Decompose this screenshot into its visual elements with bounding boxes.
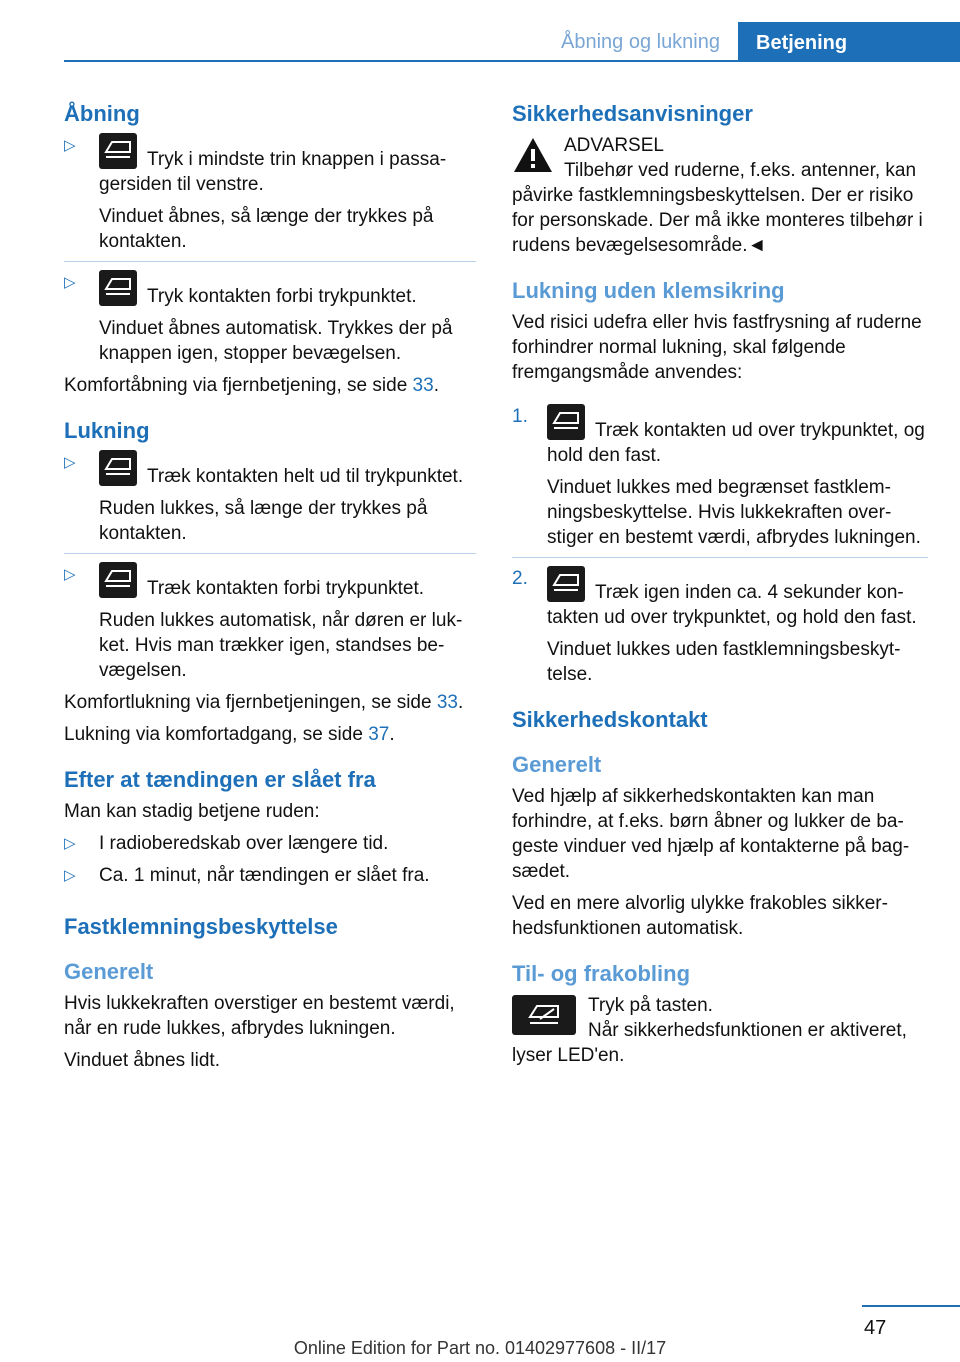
triangle-bullet-icon: ▷	[64, 867, 76, 884]
header-rule	[64, 60, 960, 62]
safety-switch-text: Ved en mere alvorlig ulykke frakobles sikkerhedsfunktionen automatisk.	[512, 893, 888, 939]
warning-triangle-icon	[512, 135, 554, 175]
warning-label: ADVARSEL	[564, 135, 664, 156]
protection-text: Hvis lukkekraften overstiger en bestemt værdi, når en rude lukkes, afbrydes lukningen.	[64, 993, 455, 1039]
list-item	[64, 133, 476, 254]
list-item	[64, 831, 476, 856]
list-item	[64, 562, 476, 683]
warning-block	[512, 133, 928, 258]
window-switch-icon	[99, 133, 137, 169]
numbered-step	[512, 566, 928, 687]
safety-switch-icon	[512, 995, 576, 1035]
footer-rule	[862, 1305, 960, 1307]
page-link[interactable]: 37	[368, 724, 390, 745]
heading-ignition-off: Efter at tændingen er slået fra	[64, 767, 376, 792]
list-item-subtext: Ruden lukkes, så længe der trykkes på kontakten.	[99, 498, 428, 544]
numbered-step	[512, 404, 928, 550]
heading-pinch-protection: Fastklemningsbeskyttelse	[64, 914, 338, 939]
page-link[interactable]: 33	[436, 692, 458, 713]
toggle-text: Tryk på tasten.	[588, 995, 713, 1016]
divider	[64, 553, 476, 554]
step-subtext: Vinduet lukkes uden fastklemningsbeskyttelse.	[547, 639, 901, 685]
page-header	[64, 0, 960, 62]
triangle-bullet-icon: ▷	[64, 835, 76, 852]
protection-text: Vinduet åbnes lidt.	[64, 1050, 220, 1071]
list-item-text: Ca. 1 minut, når tændingen er slået fra.	[99, 865, 430, 886]
subheading-general: Generelt	[64, 959, 154, 984]
list-item	[64, 270, 476, 366]
safety-switch-text: Ved hjælp af sikkerhedskontakten kan man forhindre, at f.eks. børn åbner og lukker de bageste vinduer ved hjælp af kontakterne på bagsædet.	[512, 786, 910, 882]
window-switch-icon	[99, 562, 137, 598]
toggle-block	[512, 993, 928, 1075]
toggle-text: Når sikkerhedsfunktionen er aktiveret, lyser LED'en.	[512, 1020, 907, 1066]
comfort-opening-note: Komfortåbning via fjernbetjening, se side 33.	[64, 375, 439, 396]
window-switch-icon	[547, 566, 585, 602]
list-item	[64, 450, 476, 546]
heading-closing: Lukning	[64, 418, 150, 443]
page-link[interactable]: 33	[412, 375, 434, 396]
list-item-text: I radioberedskab over længere tid.	[99, 833, 389, 854]
heading-safety-switch: Sikkerhedskontakt	[512, 707, 708, 732]
list-item	[64, 863, 476, 888]
divider	[512, 557, 928, 558]
right-column	[512, 100, 928, 1075]
step-text: Træk igen inden ca. 4 sekunder kontakten ud over trykpunktet, og hold den fast.	[547, 582, 917, 628]
heading-closing-without-protection: Lukning uden klemsikring	[512, 278, 785, 303]
no-protection-intro: Ved risici udefra eller hvis fastfrysning af ruderne forhindrer normal lukning, skal følgende fremgangsmåde anvendes:	[512, 312, 922, 383]
step-text: Træk kontakten ud over trykpunktet, og hold den fast.	[547, 420, 925, 466]
list-item-text: Tryk kontakten forbi trykpunktet.	[147, 286, 417, 307]
subheading-general: Generelt	[512, 752, 602, 777]
list-item-text: Træk kontakten helt ud til trykpunktet.	[147, 466, 464, 487]
list-item-text: Tryk i mindste trin knappen i passagersiden til venstre.	[99, 149, 447, 195]
page-number: 47	[864, 1317, 887, 1339]
list-item-subtext: Ruden lukkes automatisk, når døren er lukket. Hvis man trækker igen, standses bevægelsen.	[99, 610, 463, 681]
heading-opening: Åbning	[64, 101, 140, 126]
triangle-bullet-icon: ▷	[64, 137, 76, 154]
list-item-text: Træk kontakten forbi trykpunktet.	[147, 578, 425, 599]
warning-text: Tilbehør ved ruderne, f.eks. antenner, kan påvirke fastklemningsbeskyttelsen. Der er risiko for personskade. Der må ikke monteres tilbehør i rudens bevægelsesområde.◄	[512, 160, 923, 256]
left-column	[64, 100, 476, 1080]
step-number: 1.	[512, 406, 528, 427]
step-subtext: Vinduet lukkes med begrænset fastklemningsbeskyttelse. Hvis lukkekraften overstiger en bestemt værdi, afbrydes lukningen.	[547, 477, 921, 548]
window-switch-icon	[99, 270, 137, 306]
list-item-subtext: Vinduet åbnes, så længe der trykkes på kontakten.	[99, 206, 434, 252]
heading-safety-notes: Sikkerhedsanvisninger	[512, 101, 753, 126]
edition-note: Online Edition for Part no. 01402977608 - II/17	[293, 1338, 667, 1358]
triangle-bullet-icon: ▷	[64, 566, 76, 583]
window-switch-icon	[547, 404, 585, 440]
comfort-access-note: Lukning via komfortadgang, se side 37.	[64, 724, 395, 745]
step-number: 2.	[512, 568, 528, 589]
header-section-title[interactable]: Åbning og lukning	[560, 31, 720, 53]
divider	[64, 261, 476, 262]
triangle-bullet-icon: ▷	[64, 274, 76, 291]
comfort-closing-note: Komfortlukning via fjernbetjeningen, se side 33.	[64, 692, 464, 713]
list-item-subtext: Vinduet åbnes automatisk. Trykkes der på knappen igen, stopper bevægelsen.	[99, 318, 453, 364]
ignition-intro: Man kan stadig betjene ruden:	[64, 801, 320, 822]
heading-on-off: Til- og frakobling	[512, 961, 691, 986]
window-switch-icon	[99, 450, 137, 486]
header-chapter-tab[interactable]: Betjening	[738, 22, 960, 62]
triangle-bullet-icon: ▷	[64, 454, 76, 471]
